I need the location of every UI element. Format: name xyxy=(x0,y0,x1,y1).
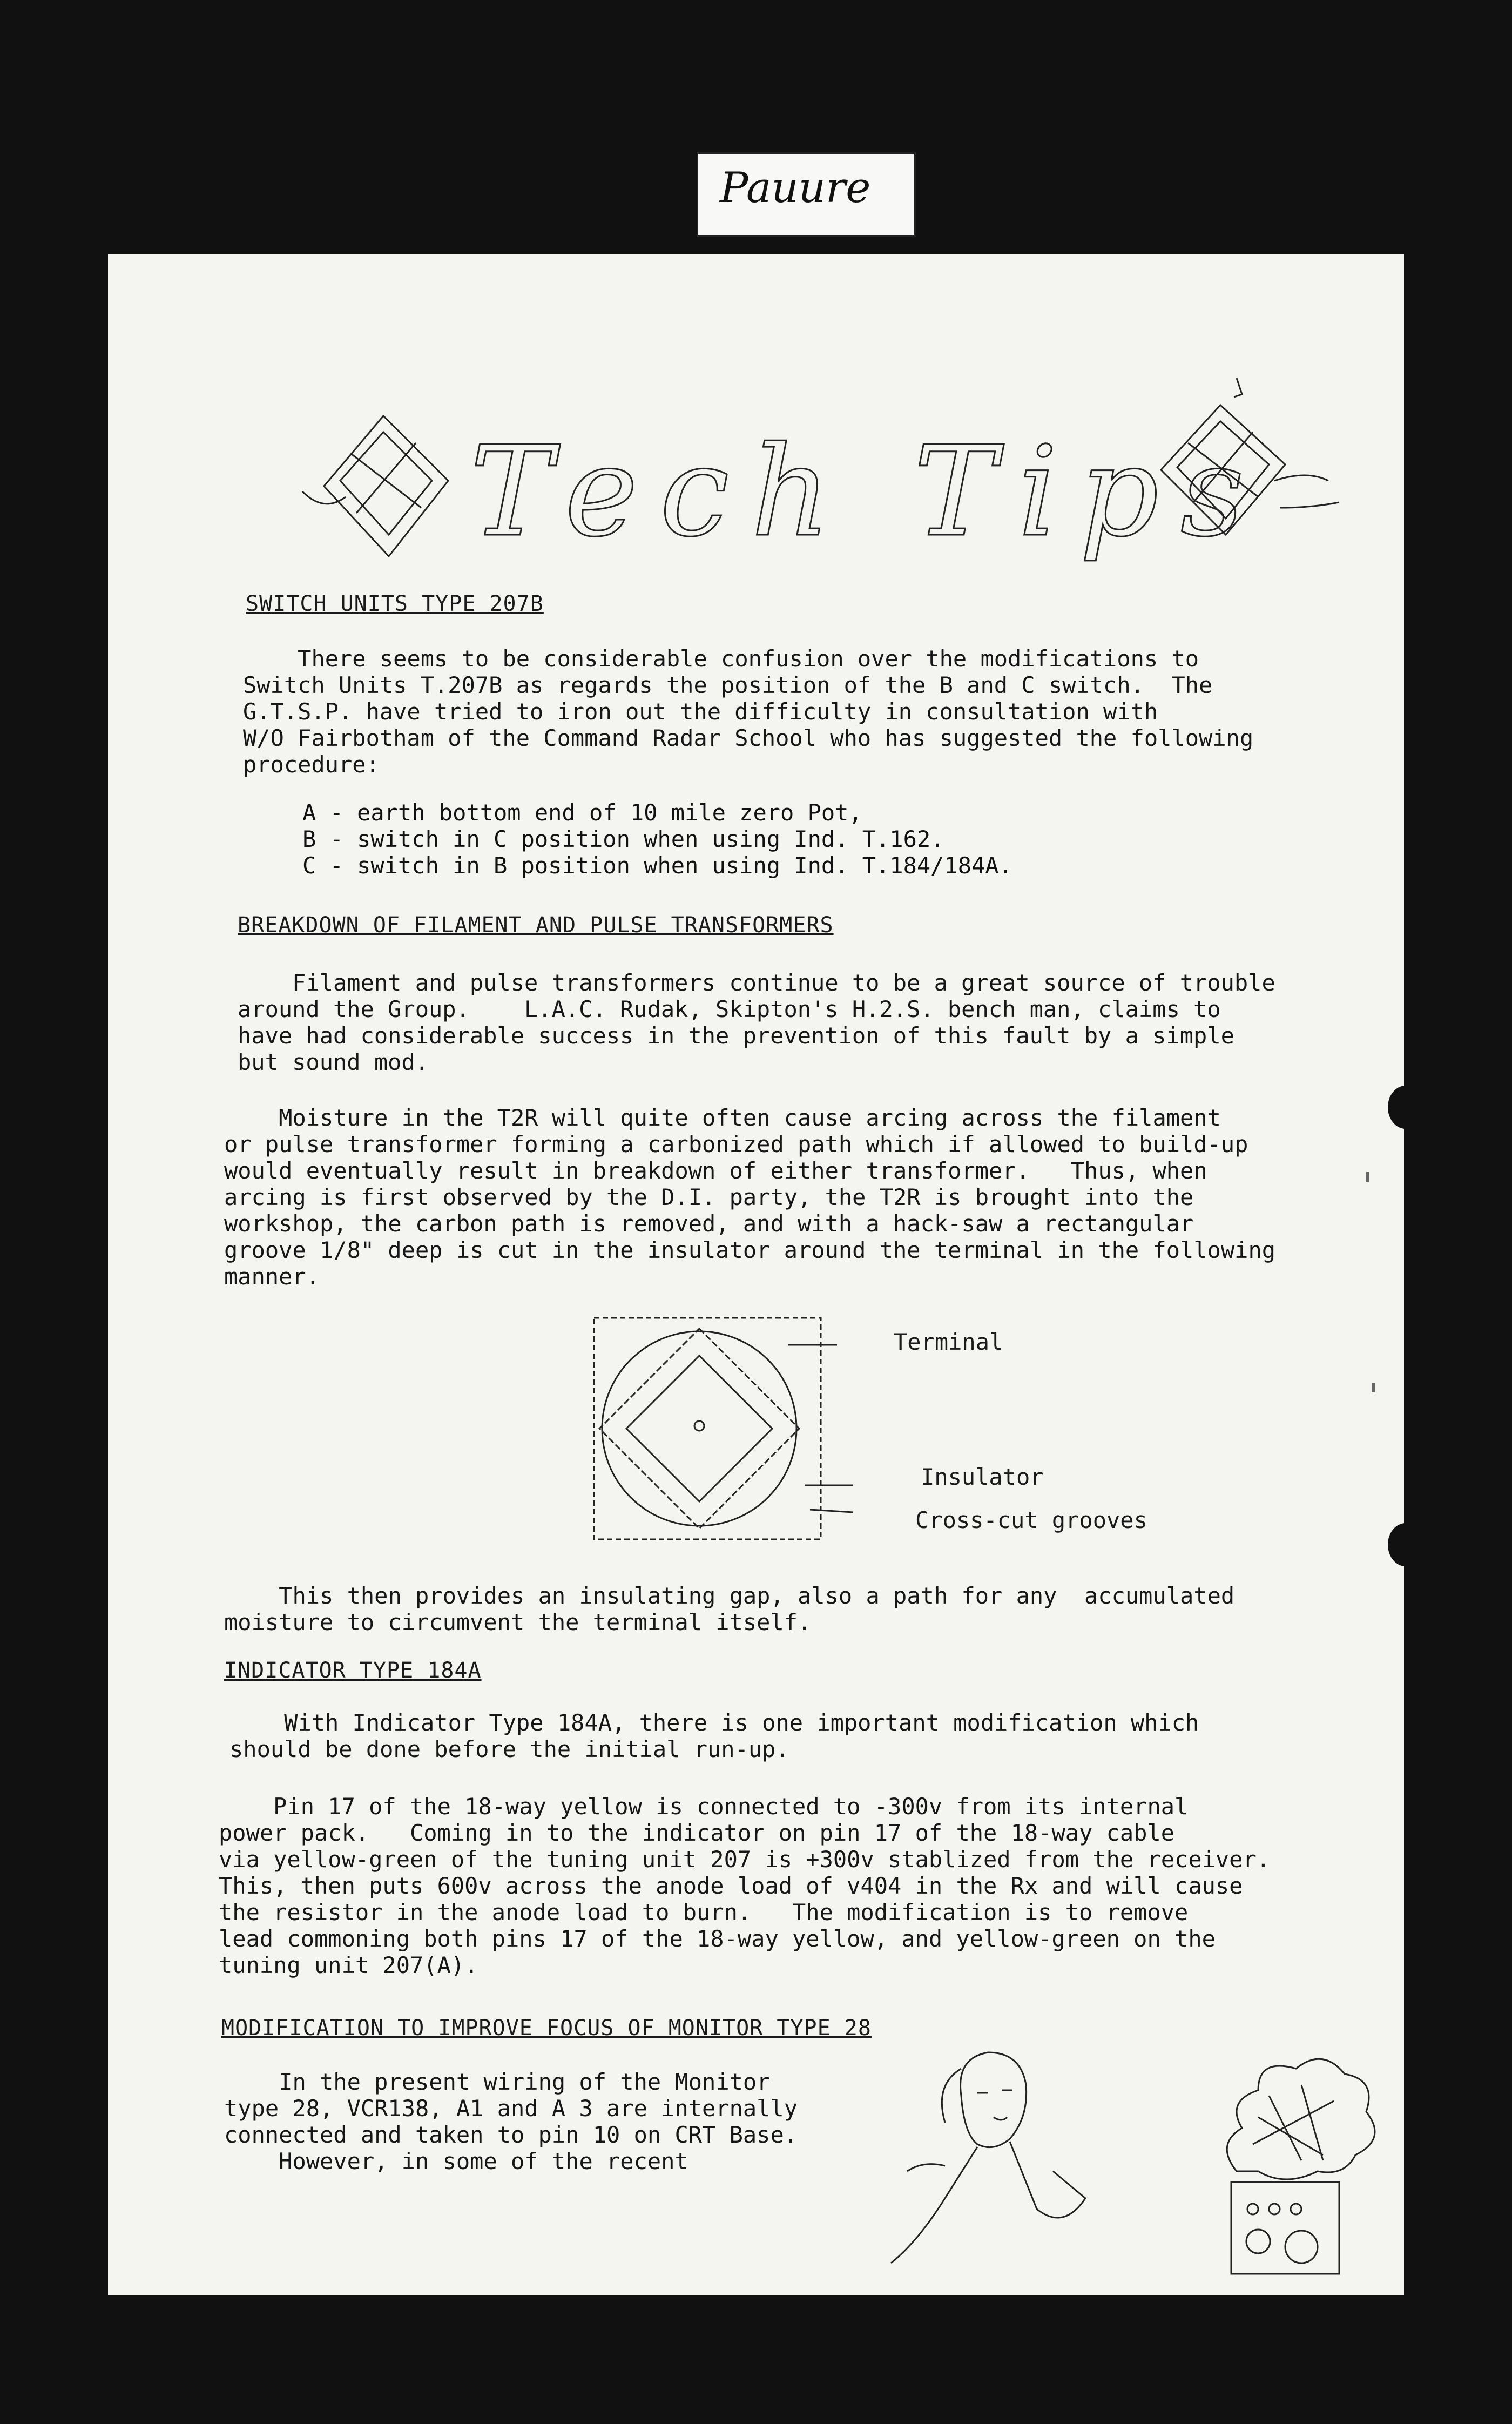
radio-set-icon xyxy=(1231,2182,1339,2274)
label-terminal: Terminal xyxy=(894,1329,1003,1355)
cartoon-illustration xyxy=(783,2036,1393,2290)
list-item: C - switch in B position when using Ind. T.184/184A. xyxy=(302,852,1013,879)
paragraph-pin17: Pin 17 of the 18-way yellow is connected to -300v from its internal power pack. Coming in to the indicator on pin 17 of the 18-way cable via yellow-green of the tuning unit 207 is +300v stablized from the receiver. This, then puts 600v across the anode load of v404 in the Rx and will cause the resistor in the anode load to burn. The modification is to remove lead commoning both pins 17 of the 18-way yellow, and yellow-green on the tuning unit 207(A). xyxy=(219,1793,1271,1978)
groove-diamond xyxy=(599,1329,799,1529)
list-item: A - earth bottom end of 10 mile zero Pot, xyxy=(302,799,862,826)
paragraph-moisture: Moisture in the T2R will quite often cause arcing across the filament or pulse transformer forming a carbonized path which if allowed to build-up would eventually result in breakdown of either transformer. Thus, when arcing is first observed by the D.I. party, the T2R is brought into the workshop, the carbon path is removed, and with a hack-saw a rectangular groove 1/8" deep is cut in the insulator around the terminal in the following manner. xyxy=(224,1105,1276,1290)
document-body xyxy=(108,254,1404,2295)
insulator-circle xyxy=(602,1331,796,1526)
technician-figure-icon xyxy=(891,2052,1085,2263)
paragraph-monitor: In the present wiring of the Monitor type 28, VCR138, A1 and A 3 are internally connected and taken to pin 10 on CRT Base. However, in some of the recent xyxy=(224,2069,798,2174)
margin-mark xyxy=(1366,1172,1369,1182)
archive-label-text: Pauure xyxy=(720,164,871,212)
paragraph-switch-units: There seems to be considerable confusion over the modifications to Switch Units T.207B as regards the position of the B and C switch. The G.T.S.P. have tried to iron out the difficulty in consultation with W/O Fairbotham of the Command Radar School who has suggested the following procedure: xyxy=(243,645,1254,778)
insulator-outline xyxy=(594,1318,821,1539)
smoke-cloud-icon xyxy=(1227,2059,1375,2179)
document-page xyxy=(108,254,1404,2295)
label-cross-cut-grooves: Cross-cut grooves xyxy=(915,1507,1148,1533)
section-heading-monitor-focus: MODIFICATION TO IMPROVE FOCUS OF MONITOR TYPE 28 xyxy=(221,2016,872,2041)
section-heading-indicator: INDICATOR TYPE 184A xyxy=(224,1658,482,1683)
inner-groove xyxy=(626,1356,772,1501)
terminal-icon xyxy=(694,1421,704,1431)
section-heading-switch-units: SWITCH UNITS TYPE 207B xyxy=(246,591,544,616)
section-heading-filament-transformers: BREAKDOWN OF FILAMENT AND PULSE TRANSFORMERS xyxy=(238,913,834,938)
paragraph-indicator-intro: With Indicator Type 184A, there is one important modification which should be done before the initial run-up. xyxy=(230,1709,1199,1762)
margin-mark xyxy=(1372,1383,1375,1392)
punch-hole xyxy=(1388,1086,1423,1129)
paragraph-filament-intro: Filament and pulse transformers continue to be a great source of trouble around the Group. L.A.C. Rudak, Skipton's H.2.S. bench man, claims to have had considerable success in the prevention of this fault by a simple but sound mod. xyxy=(238,969,1275,1075)
paragraph-insulating-gap: This then provides an insulating gap, also a path for any accumulated moisture to circumvent the terminal itself. xyxy=(224,1583,1235,1635)
leader-grooves xyxy=(810,1510,853,1512)
label-insulator: Insulator xyxy=(921,1464,1044,1490)
archive-label-card xyxy=(697,152,916,237)
procedure-list xyxy=(302,799,1013,879)
title-text: Tech Tips xyxy=(470,420,1266,564)
list-item: B - switch in C position when using Ind. T.162. xyxy=(302,826,944,852)
punch-hole xyxy=(1388,1523,1423,1566)
